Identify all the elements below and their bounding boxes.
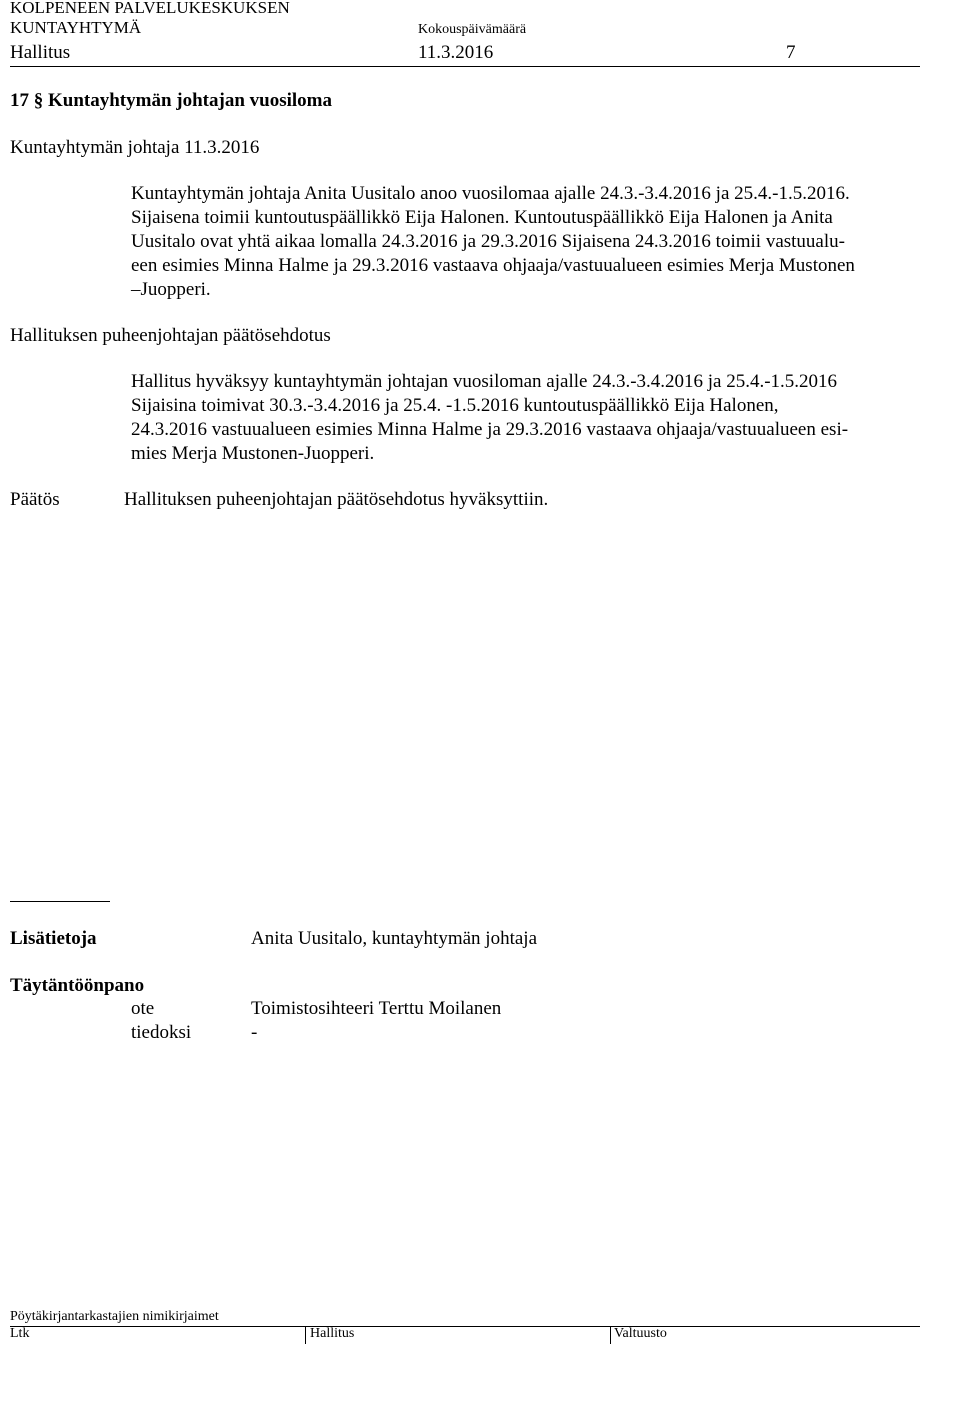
organization-name-line2: KUNTAYHTYMÄ	[10, 18, 142, 37]
description-line: een esimies Minna Halme ja 29.3.2016 vastaava ohjaaja/vastuualueen esimies Merja Mustonen	[131, 255, 855, 276]
description-line: –Juopperi.	[131, 279, 211, 300]
page-number: 7	[786, 42, 796, 63]
description-line: Kuntayhtymän johtaja Anita Uusitalo anoo vuosilomaa ajalle 24.3.-3.4.2016 ja 25.4.-1.5.2016.	[131, 183, 850, 204]
proposal-line: mies Merja Mustonen-Juopperi.	[131, 443, 375, 464]
description-line: Sijaisena toimii kuntoutuspäällikkö Eija Halonen. Kuntoutuspäällikkö Eija Halonen ja Anita	[131, 207, 833, 228]
footer-col-valtuusto: Valtuusto	[614, 1326, 667, 1341]
section-heading: 17 § Kuntayhtymän johtajan vuosiloma	[10, 90, 332, 111]
copy-value: Toimistosihteeri Terttu Moilanen	[251, 998, 502, 1019]
header-body-name: Hallitus	[10, 42, 71, 63]
preparer-line: Kuntayhtymän johtaja 11.3.2016	[10, 137, 260, 158]
implementation-label: Täytäntöönpano	[10, 975, 145, 996]
header-date: 11.3.2016	[418, 42, 494, 63]
footer-col-divider	[610, 1326, 611, 1344]
header-rule	[10, 66, 920, 67]
more-info-value: Anita Uusitalo, kuntayhtymän johtaja	[251, 928, 538, 949]
proposal-line: Sijaisina toimivat 30.3.-3.4.2016 ja 25.4. -1.5.2016 kuntoutuspäällikkö Eija Halonen,	[131, 395, 779, 416]
info-value: -	[251, 1022, 258, 1043]
proposal-label: Hallituksen puheenjohtajan päätösehdotus	[10, 325, 331, 346]
description-line: Uusitalo ovat yhtä aikaa lomalla 24.3.2016 ja 29.3.2016 Sijaisena 24.3.2016 toimii vastuualu-	[131, 231, 845, 252]
proposal-line: Hallitus hyväksyy kuntayhtymän johtajan vuosiloman ajalle 24.3.-3.4.2016 ja 25.4.-1.5.2016	[131, 371, 838, 392]
info-label: tiedoksi	[131, 1022, 192, 1043]
decision-text: Hallituksen puheenjohtajan päätösehdotus hyväksyttiin.	[124, 489, 549, 510]
decision-label: Päätös	[10, 489, 60, 510]
meeting-date-label: Kokouspäivämäärä	[418, 22, 527, 37]
footer-col-divider	[305, 1326, 306, 1344]
proposal-line: 24.3.2016 vastuualueen esimies Minna Halme ja 29.3.2016 vastaava ohjaaja/vastuualueen esi-	[131, 419, 849, 440]
footer-col-ltk: Ltk	[10, 1326, 30, 1341]
more-info-label: Lisätietoja	[10, 928, 97, 949]
signatures-label: Pöytäkirjantarkastajien nimikirjaimet	[10, 1309, 219, 1324]
copy-label: ote	[131, 998, 155, 1019]
section-divider	[10, 901, 110, 902]
footer-col-hallitus: Hallitus	[310, 1326, 355, 1341]
organization-name-line1: KOLPENEEN PALVELUKESKUKSEN	[10, 0, 290, 17]
footer-rule	[10, 1326, 920, 1327]
